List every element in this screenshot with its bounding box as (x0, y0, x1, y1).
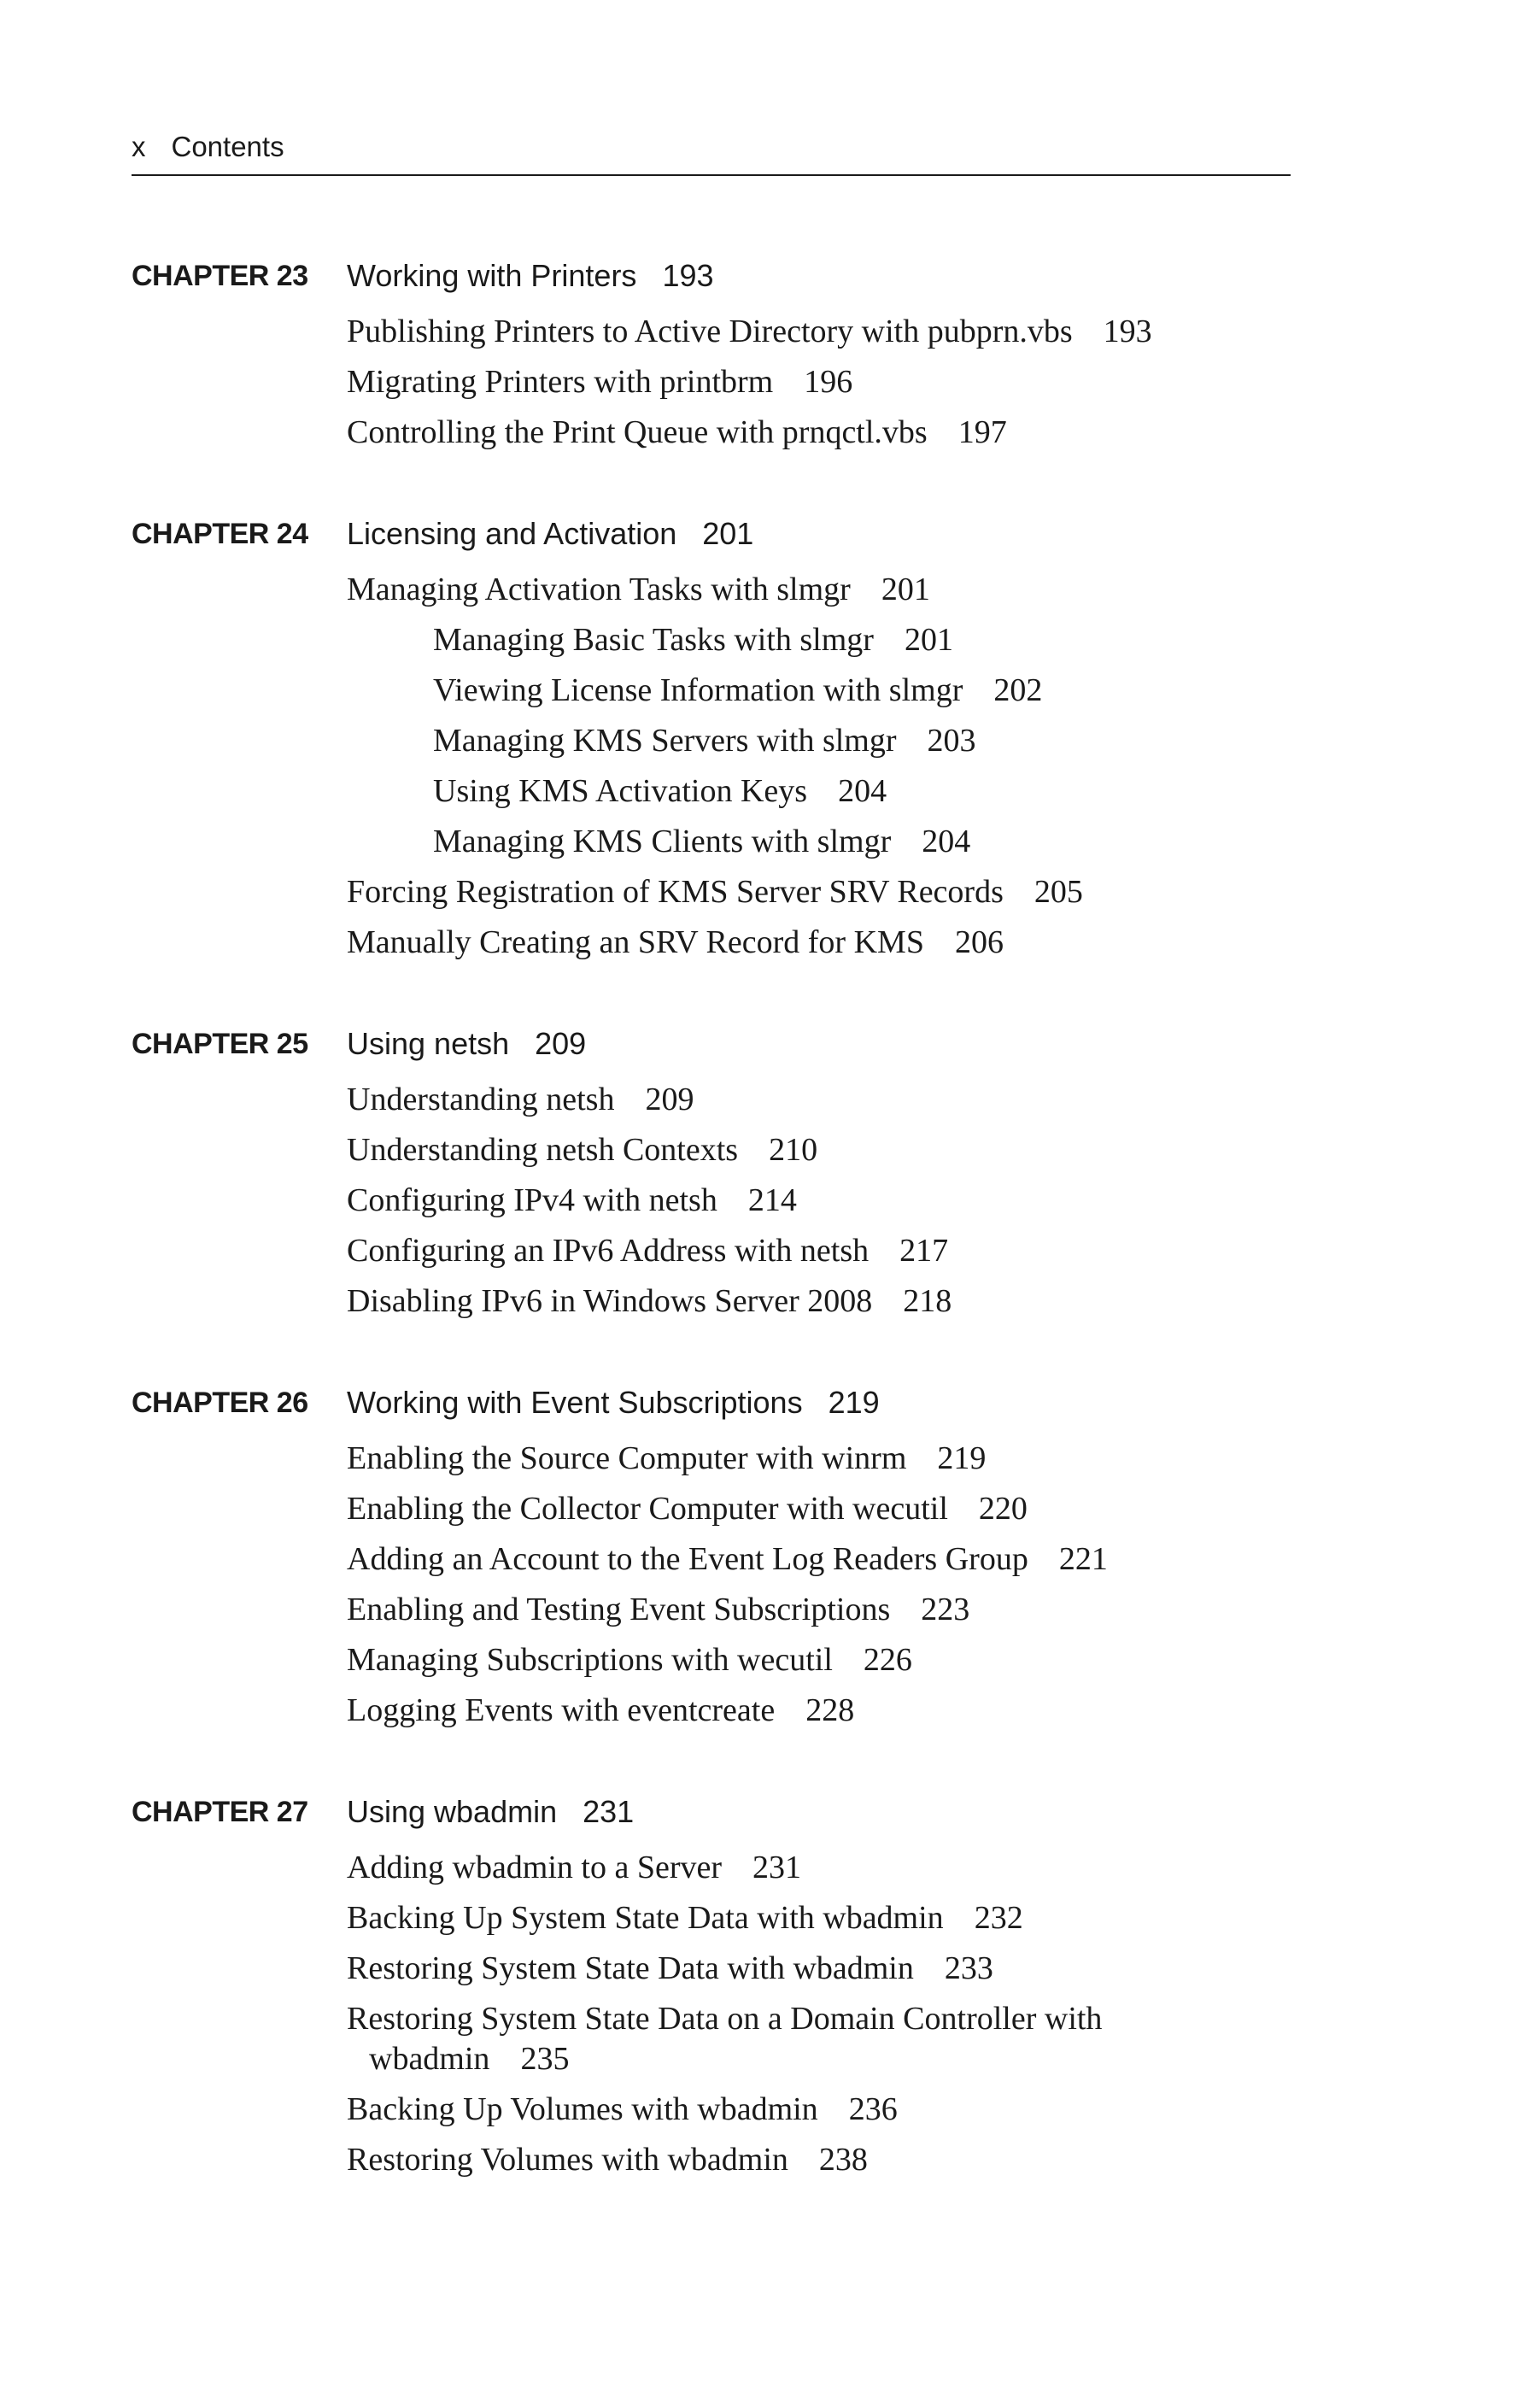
entry-page-number: 196 (804, 364, 853, 400)
entry-page-number: 220 (978, 1491, 1028, 1527)
section-list (347, 1848, 1413, 2180)
toc-entry[interactable] (347, 1999, 1180, 2079)
entry-title: Managing Basic Tasks with slmgr (433, 622, 874, 658)
toc-subentry[interactable] (347, 771, 1244, 812)
entry-page-number: 193 (1103, 314, 1152, 349)
chapter-25 (132, 1023, 1413, 1322)
toc-subentry[interactable] (347, 671, 1244, 711)
entry-page-number: 218 (903, 1283, 952, 1319)
toc-subentry[interactable] (347, 721, 1244, 761)
entry-title: Backing Up Volumes with wbadmin (347, 2091, 818, 2127)
entry-title: Viewing License Information with slmgr (433, 672, 963, 708)
chapter-heading (132, 255, 1413, 297)
entry-title: Publishing Printers to Active Directory with pubprn.vbs (347, 314, 1073, 349)
page-folio: x (132, 131, 146, 162)
toc-entry[interactable] (347, 570, 1158, 610)
entry-page-number: 238 (818, 2142, 868, 2178)
chapter-page-number: 193 (662, 258, 714, 293)
chapter-title-link[interactable] (347, 1791, 634, 1833)
chapter-26 (132, 1381, 1413, 1731)
entry-title: Disabling IPv6 in Windows Server 2008 (347, 1283, 873, 1319)
entry-page-number: 197 (957, 414, 1007, 450)
entry-page-number: 232 (974, 1900, 1023, 1936)
chapter-page-number: 201 (702, 516, 754, 551)
entry-title: Manually Creating an SRV Record for KMS (347, 924, 924, 960)
entry-page-number: 235 (520, 2041, 570, 2077)
entry-page-number: 206 (954, 924, 1004, 960)
toc-entry[interactable] (347, 1130, 1158, 1170)
entry-title: Forcing Registration of KMS Server SRV Records (347, 874, 1004, 910)
entry-title: Enabling and Testing Event Subscriptions (347, 1592, 891, 1627)
section-list (347, 1080, 1413, 1322)
chapter-title: Using netsh (347, 1026, 510, 1061)
toc-entry[interactable] (347, 1080, 1158, 1120)
section-list (347, 1439, 1413, 1731)
chapter-label: CHAPTER 26 (132, 1387, 308, 1419)
toc-entry[interactable] (347, 1489, 1158, 1529)
toc-entry[interactable] (347, 1949, 1158, 1989)
entry-page-number: 209 (645, 1082, 694, 1117)
toc-entry[interactable] (347, 1281, 1158, 1322)
chapter-label: CHAPTER 24 (132, 518, 308, 550)
entry-page-number: 217 (899, 1233, 949, 1269)
entry-title: Backing Up System State Data with wbadmin (347, 1900, 944, 1936)
entry-page-number: 219 (937, 1440, 987, 1476)
chapter-24 (132, 513, 1413, 963)
chapter-heading (132, 513, 1413, 555)
entry-title: Configuring IPv4 with netsh (347, 1182, 717, 1218)
toc-entry[interactable] (347, 1898, 1158, 1938)
chapter-title-link[interactable] (347, 513, 753, 555)
entry-page-number: 228 (805, 1692, 855, 1728)
entry-title: Adding an Account to the Event Log Readers Group (347, 1541, 1028, 1577)
entry-title: Controlling the Print Queue with prnqctl.vbs (347, 414, 928, 450)
entry-title: Understanding netsh Contexts (347, 1132, 739, 1168)
chapter-title: Working with Event Subscriptions (347, 1385, 803, 1420)
toc-entry[interactable] (347, 1848, 1158, 1888)
chapter-page-number: 209 (535, 1026, 587, 1061)
toc-entry[interactable] (347, 923, 1158, 963)
chapter-title-link[interactable] (347, 1381, 880, 1424)
entry-page-number: 204 (838, 773, 887, 809)
chapter-heading (132, 1381, 1413, 1424)
chapter-heading (132, 1023, 1413, 1065)
toc-entry[interactable] (347, 1439, 1158, 1479)
entry-title: Managing Subscriptions with wecutil (347, 1642, 833, 1678)
entry-page-number: 214 (747, 1182, 797, 1218)
entry-title: Logging Events with eventcreate (347, 1692, 776, 1728)
entry-page-number: 201 (881, 572, 930, 607)
chapter-23 (132, 255, 1413, 453)
entry-page-number: 205 (1033, 874, 1083, 910)
toc-entry[interactable] (347, 1539, 1158, 1580)
entry-title: Restoring System State Data on a Domain Controller with wbadmin (347, 2001, 1103, 2077)
chapter-title: Licensing and Activation (347, 516, 677, 551)
section-list (347, 312, 1413, 453)
toc-entry[interactable] (347, 413, 1158, 453)
running-head (132, 130, 1291, 176)
entry-page-number: 223 (921, 1592, 970, 1627)
toc-entry[interactable] (347, 872, 1158, 912)
toc-entry[interactable] (347, 1590, 1158, 1630)
entry-page-number: 201 (904, 622, 953, 658)
entry-title: Migrating Printers with printbrm (347, 364, 774, 400)
entry-page-number: 226 (863, 1642, 912, 1678)
chapter-title-link[interactable] (347, 255, 714, 297)
toc-subentry[interactable] (347, 822, 1244, 862)
running-head-title: Contents (171, 131, 284, 162)
toc-entry[interactable] (347, 1181, 1158, 1221)
entry-title: Restoring Volumes with wbadmin (347, 2142, 788, 2178)
toc-entry[interactable] (347, 1691, 1158, 1731)
chapter-heading (132, 1791, 1413, 1833)
chapter-title-link[interactable] (347, 1023, 586, 1065)
chapter-label: CHAPTER 27 (132, 1796, 308, 1828)
chapter-page-number: 231 (583, 1794, 635, 1829)
section-list (347, 570, 1413, 963)
chapter-title: Using wbadmin (347, 1794, 558, 1829)
entry-page-number: 231 (752, 1850, 802, 1885)
toc-entry[interactable] (347, 312, 1158, 352)
entry-title: Restoring System State Data with wbadmin (347, 1950, 914, 1986)
entry-title: Understanding netsh (347, 1082, 615, 1117)
entry-title: Managing KMS Servers with slmgr (433, 723, 897, 759)
toc-subentry[interactable] (347, 620, 1244, 660)
toc-entry[interactable] (347, 1231, 1158, 1271)
entry-page-number: 233 (944, 1950, 993, 1986)
chapter-27 (132, 1791, 1413, 2180)
entry-page-number: 202 (993, 672, 1043, 708)
chapter-page-number: 219 (828, 1385, 880, 1420)
entry-page-number: 204 (922, 824, 971, 859)
entry-page-number: 236 (848, 2091, 898, 2127)
chapter-label: CHAPTER 23 (132, 260, 308, 292)
toc-entry[interactable] (347, 362, 1158, 402)
entry-title: Enabling the Source Computer with winrm (347, 1440, 907, 1476)
entry-title: Adding wbadmin to a Server (347, 1850, 723, 1885)
entry-page-number: 210 (769, 1132, 818, 1168)
chapter-title: Working with Printers (347, 258, 637, 293)
entry-page-number: 203 (927, 723, 976, 759)
entry-title: Using KMS Activation Keys (433, 773, 808, 809)
entry-title: Managing Activation Tasks with slmgr (347, 572, 851, 607)
entry-title: Enabling the Collector Computer with wecutil (347, 1491, 948, 1527)
entry-page-number: 221 (1058, 1541, 1108, 1577)
toc-entry[interactable] (347, 1640, 1158, 1680)
chapter-label: CHAPTER 25 (132, 1028, 308, 1060)
entry-title: Configuring an IPv6 Address with netsh (347, 1233, 870, 1269)
chapter-list (132, 255, 1413, 2240)
toc-entry[interactable] (347, 2140, 1158, 2180)
entry-title: Managing KMS Clients with slmgr (433, 824, 892, 859)
toc-entry[interactable] (347, 2090, 1158, 2130)
